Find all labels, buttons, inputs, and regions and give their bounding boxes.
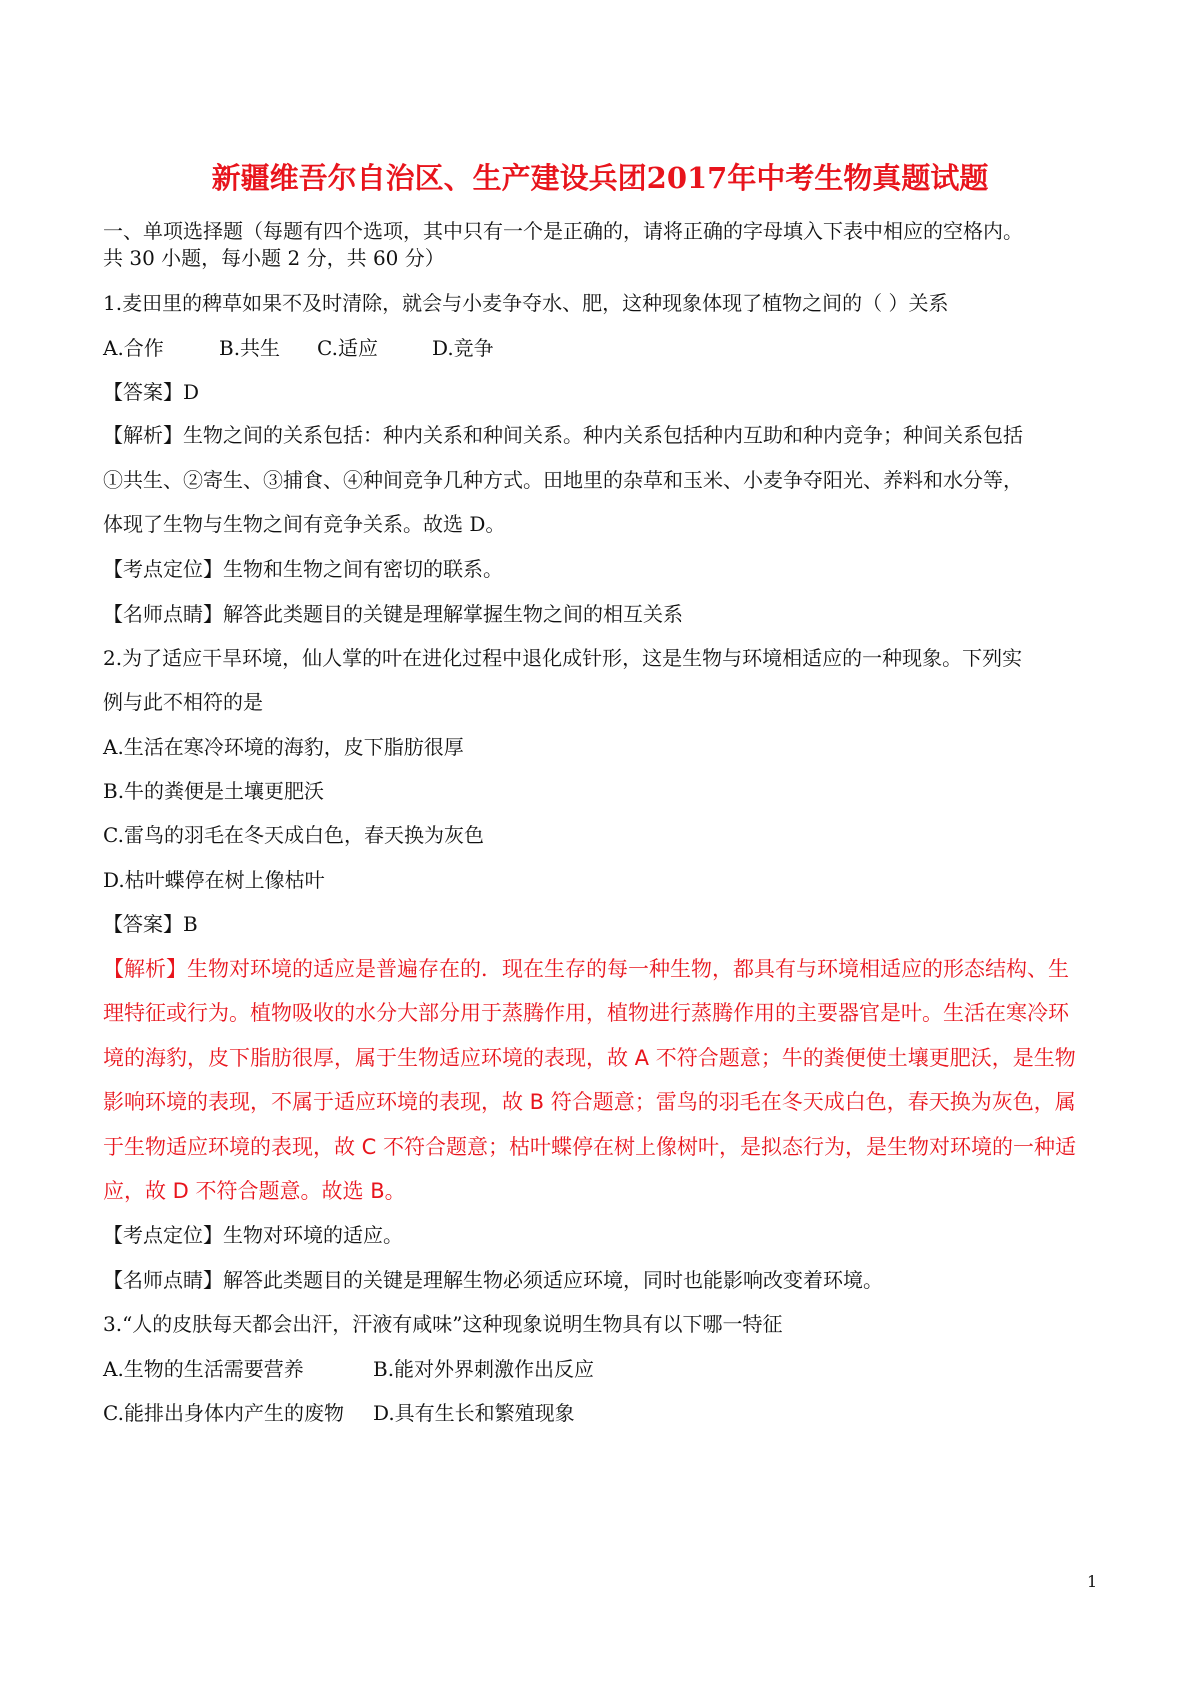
- q2-option-d: D.枯叶蝶停在树上像枯叶: [103, 868, 325, 892]
- question-1-answer: 【答案】D: [103, 380, 200, 404]
- question-3-stem: 3.“人的皮肤每天都会出汗，汗液有咸味”这种现象说明生物具有以下哪一特征: [103, 1312, 783, 1336]
- question-2-tip: 【名师点睛】解答此类题目的关键是理解生物必须适应环境，同时也能影响改变着环境。: [103, 1268, 883, 1292]
- question-2-analysis-line: 理特征或行为。植物吸收的水分大部分用于蒸腾作用，植物进行蒸腾作用的主要器官是叶。生活在寒冷环: [103, 1001, 1069, 1025]
- q1-option-d: D.竞争: [432, 336, 494, 360]
- document-title: 新疆维吾尔自治区、生产建设兵团2017年中考生物真题试题: [211, 161, 989, 195]
- question-2-analysis-line: 境的海豹，皮下脂肪很厚，属于生物适应环境的表现，故 A 不符合题意；牛的粪便使土壤更肥沃，是生物: [103, 1046, 1076, 1070]
- q1-option-b: B.共生: [219, 336, 281, 360]
- question-2-analysis-line: 于生物适应环境的表现，故 C 不符合题意；枯叶蝶停在树上像树叶，是拟态行为，是生物对环境的一种适: [103, 1135, 1077, 1159]
- q1-option-c: C.适应: [317, 336, 378, 360]
- q3-option-d: D.具有生长和繁殖现象: [373, 1401, 575, 1425]
- section-heading-line-1: 一、单项选择题（每题有四个选项，其中只有一个是正确的，请将正确的字母填入下表中相应的空格内。: [103, 219, 1023, 243]
- question-1-analysis-line: ①共生、②寄生、③捕食、④种间竞争几种方式。田地里的杂草和玉米、小麦争夺阳光、养料和水分等，: [103, 468, 1023, 492]
- question-1-stem: 1.麦田里的稗草如果不及时清除，就会与小麦争夺水、肥，这种现象体现了植物之间的（ ）关系: [103, 291, 949, 315]
- question-2-analysis-line: 应，故 D 不符合题意。故选 B。: [103, 1179, 406, 1203]
- q2-option-a: A.生活在寒冷环境的海豹，皮下脂肪很厚: [103, 735, 464, 759]
- q2-option-b: B.牛的粪便是土壤更肥沃: [103, 779, 325, 803]
- q1-option-a: A.合作: [103, 336, 164, 360]
- question-2-answer: 【答案】B: [103, 912, 198, 936]
- section-heading-line-2: 共 30 小题，每小题 2 分，共 60 分）: [103, 246, 445, 270]
- question-2-stem-line: 例与此不相符的是: [103, 690, 263, 714]
- q2-option-c: C.雷鸟的羽毛在冬天成白色，春天换为灰色: [103, 823, 484, 847]
- q3-option-b: B.能对外界刺激作出反应: [373, 1357, 595, 1381]
- question-1-analysis-line: 【解析】生物之间的关系包括：种内关系和种间关系。种内关系包括种内互助和种内竞争；种间关系包括: [103, 423, 1023, 447]
- question-2-analysis-line: 影响环境的表现，不属于适应环境的表现，故 B 符合题意；雷鸟的羽毛在冬天成白色，春天换为灰色，属: [103, 1090, 1076, 1114]
- q3-option-a: A.生物的生活需要营养: [103, 1357, 304, 1381]
- question-2-stem-line: 2.为了适应干旱环境，仙人掌的叶在进化过程中退化成针形，这是生物与环境相适应的一种现象。下列实: [103, 646, 1023, 670]
- page-number: 1: [1087, 1572, 1098, 1591]
- q3-option-c: C.能排出身体内产生的废物: [103, 1401, 344, 1425]
- question-1-tip: 【名师点睛】解答此类题目的关键是理解掌握生物之间的相互关系: [103, 602, 683, 626]
- question-2-point: 【考点定位】生物对环境的适应。: [103, 1223, 403, 1247]
- question-1-analysis-line: 体现了生物与生物之间有竞争关系。故选 D。: [103, 512, 506, 536]
- question-1-point: 【考点定位】生物和生物之间有密切的联系。: [103, 557, 503, 581]
- question-2-analysis-line: 【解析】生物对环境的适应是普遍存在的．现在生存的每一种生物，都具有与环境相适应的形态结构、生: [103, 957, 1069, 981]
